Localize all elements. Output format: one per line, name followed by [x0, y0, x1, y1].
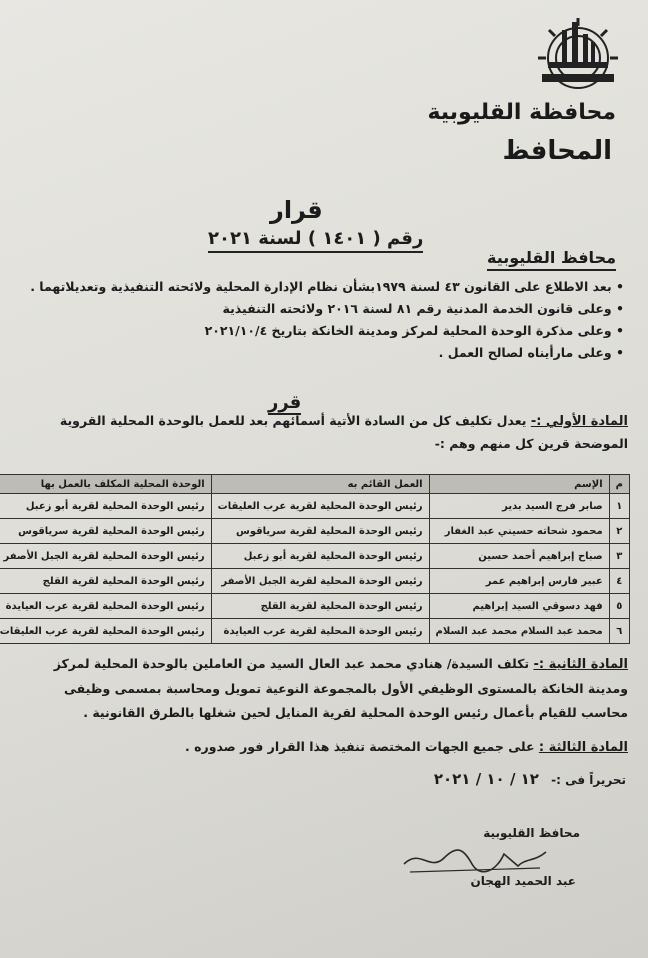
row-assigned-unit: رئيس الوحدة المحلية لقرية سرياقوس [0, 519, 211, 544]
row-name: صابر فرج السيد بدير [429, 494, 609, 519]
row-index: ١ [609, 494, 629, 519]
col-header-assigned-unit: الوحدة المحلية المكلف بالعمل بها [0, 475, 211, 494]
table-row [0, 619, 630, 644]
preamble-item: • وعلى مذكرة الوحدة المحلية لمركز ومدينة الخانكة بتاريخ ٢٠٢١/١٠/٤ [24, 320, 624, 342]
row-current-job: رئيس الوحدة المحلية لقرية القلج [211, 594, 429, 619]
signatory-name: عبد الحميد الهجان [470, 874, 576, 888]
row-index: ٥ [609, 594, 629, 619]
row-assigned-unit: رئيس الوحدة المحلية لقرية عرب العيايدة [0, 594, 211, 619]
col-header-index: م [609, 475, 629, 494]
row-assigned-unit: رئيس الوحدة المحلية لقرية الجبل الأصفر [0, 544, 211, 569]
row-assigned-unit: رئيس الوحدة المحلية لقرية عرب العليقات [0, 619, 211, 644]
row-name: فهد دسوقي السيد إبراهيم [429, 594, 609, 619]
article-3-text: على جميع الجهات المختصة تنفيذ هذا القرار فور صدوره . [185, 739, 535, 754]
decision-heading: قرار [270, 196, 323, 224]
article-3 [22, 736, 628, 759]
row-current-job: رئيس الوحدة المحلية لقرية عرب العيايدة [211, 619, 429, 644]
row-name: صباح إبراهيم أحمد حسين [429, 544, 609, 569]
row-current-job: رئيس الوحدة المحلية لقرية سرياقوس [211, 519, 429, 544]
row-index: ٦ [609, 619, 629, 644]
article-2 [22, 652, 628, 725]
article-1-heading: المادة الأولي :- [530, 414, 628, 429]
handwritten-signature [400, 842, 550, 876]
decision-number: رقم ( ١٤٠١ ) لسنة ٢٠٢١ [208, 228, 423, 253]
row-index: ٤ [609, 569, 629, 594]
resolve-heading: قرر [268, 392, 302, 413]
issue-date-label: تحريراً فى :- [551, 773, 626, 787]
article-1-text: يعدل تكليف كل من السادة الأتية أسمائهم بعد للعمل بالوحدة المحلية القروية الموضحة قرين كل منهم وهم :- [59, 413, 628, 451]
col-header-current-job: العمل القائم به [211, 475, 429, 494]
row-assigned-unit: رئيس الوحدة المحلية لقرية القلج [0, 569, 211, 594]
row-index: ٣ [609, 544, 629, 569]
preamble-item: • بعد الاطلاع على القانون ٤٣ لسنة ١٩٧٩بشأن نظام الإدارة المحلية ولائحته التنفيذية وتعديلاتهما . [24, 276, 624, 298]
article-2-heading: المادة الثانية :- [533, 657, 628, 672]
row-name: محمود شحاته حسيني عبد الغفار [429, 519, 609, 544]
issue-date [434, 770, 626, 788]
article-2-text: تكلف السيدة/ هنادي محمد عبد العال السيد من العاملين بالوحدة المحلية لمركز ومدينة الخانكة بالمستوى الوظيفي الأول بالمجموعة النوعية تمويل ومحاسبة بمسمى وظيفى محاسب للقيام بأعمال رئيس الوحدة المحلية لقرية المنايل لحين شغلها بالطرق القانونية . [53, 656, 628, 720]
row-assigned-unit: رئيس الوحدة المحلية لقرية أبو زعبل [0, 494, 211, 519]
article-1 [22, 410, 628, 455]
table-row [0, 519, 630, 544]
issue-date-value: ١٢ / ١٠ / ٢٠٢١ [433, 770, 539, 788]
table-row [0, 494, 630, 519]
row-name: محمد عبد السلام محمد عبد السلام [429, 619, 609, 644]
row-current-job: رئيس الوحدة المحلية لقرية أبو زعبل [211, 544, 429, 569]
preamble-item: • وعلى قانون الخدمة المدنية رقم ٨١ لسنة ٢٠١٦ ولائحته التنفيذية [24, 298, 624, 320]
preamble-item: • وعلى مارأيناه لصالح العمل . [24, 342, 624, 364]
row-current-job: رئيس الوحدة المحلية لقرية عرب العليقات [211, 494, 429, 519]
table-row [0, 544, 630, 569]
signatory-title: محافظ القليوبية [483, 826, 580, 840]
article-3-heading: المادة الثالثة : [538, 740, 628, 755]
table-row [0, 569, 630, 594]
office-title: المحافظ [502, 136, 612, 166]
table-row [0, 594, 630, 619]
governorate-name: محافظة القليوبية [427, 100, 616, 125]
row-index: ٢ [609, 519, 629, 544]
preamble-list [24, 276, 624, 364]
governorate-emblem-logo [528, 12, 628, 94]
table-header-row [0, 475, 630, 494]
issuer-heading: محافظ القليوبية [487, 248, 616, 271]
col-header-name: الإسم [429, 475, 609, 494]
row-name: عبير فارس إبراهيم عمر [429, 569, 609, 594]
assignments-table [0, 474, 630, 644]
row-current-job: رئيس الوحدة المحلية لقرية الجبل الأصفر [211, 569, 429, 594]
